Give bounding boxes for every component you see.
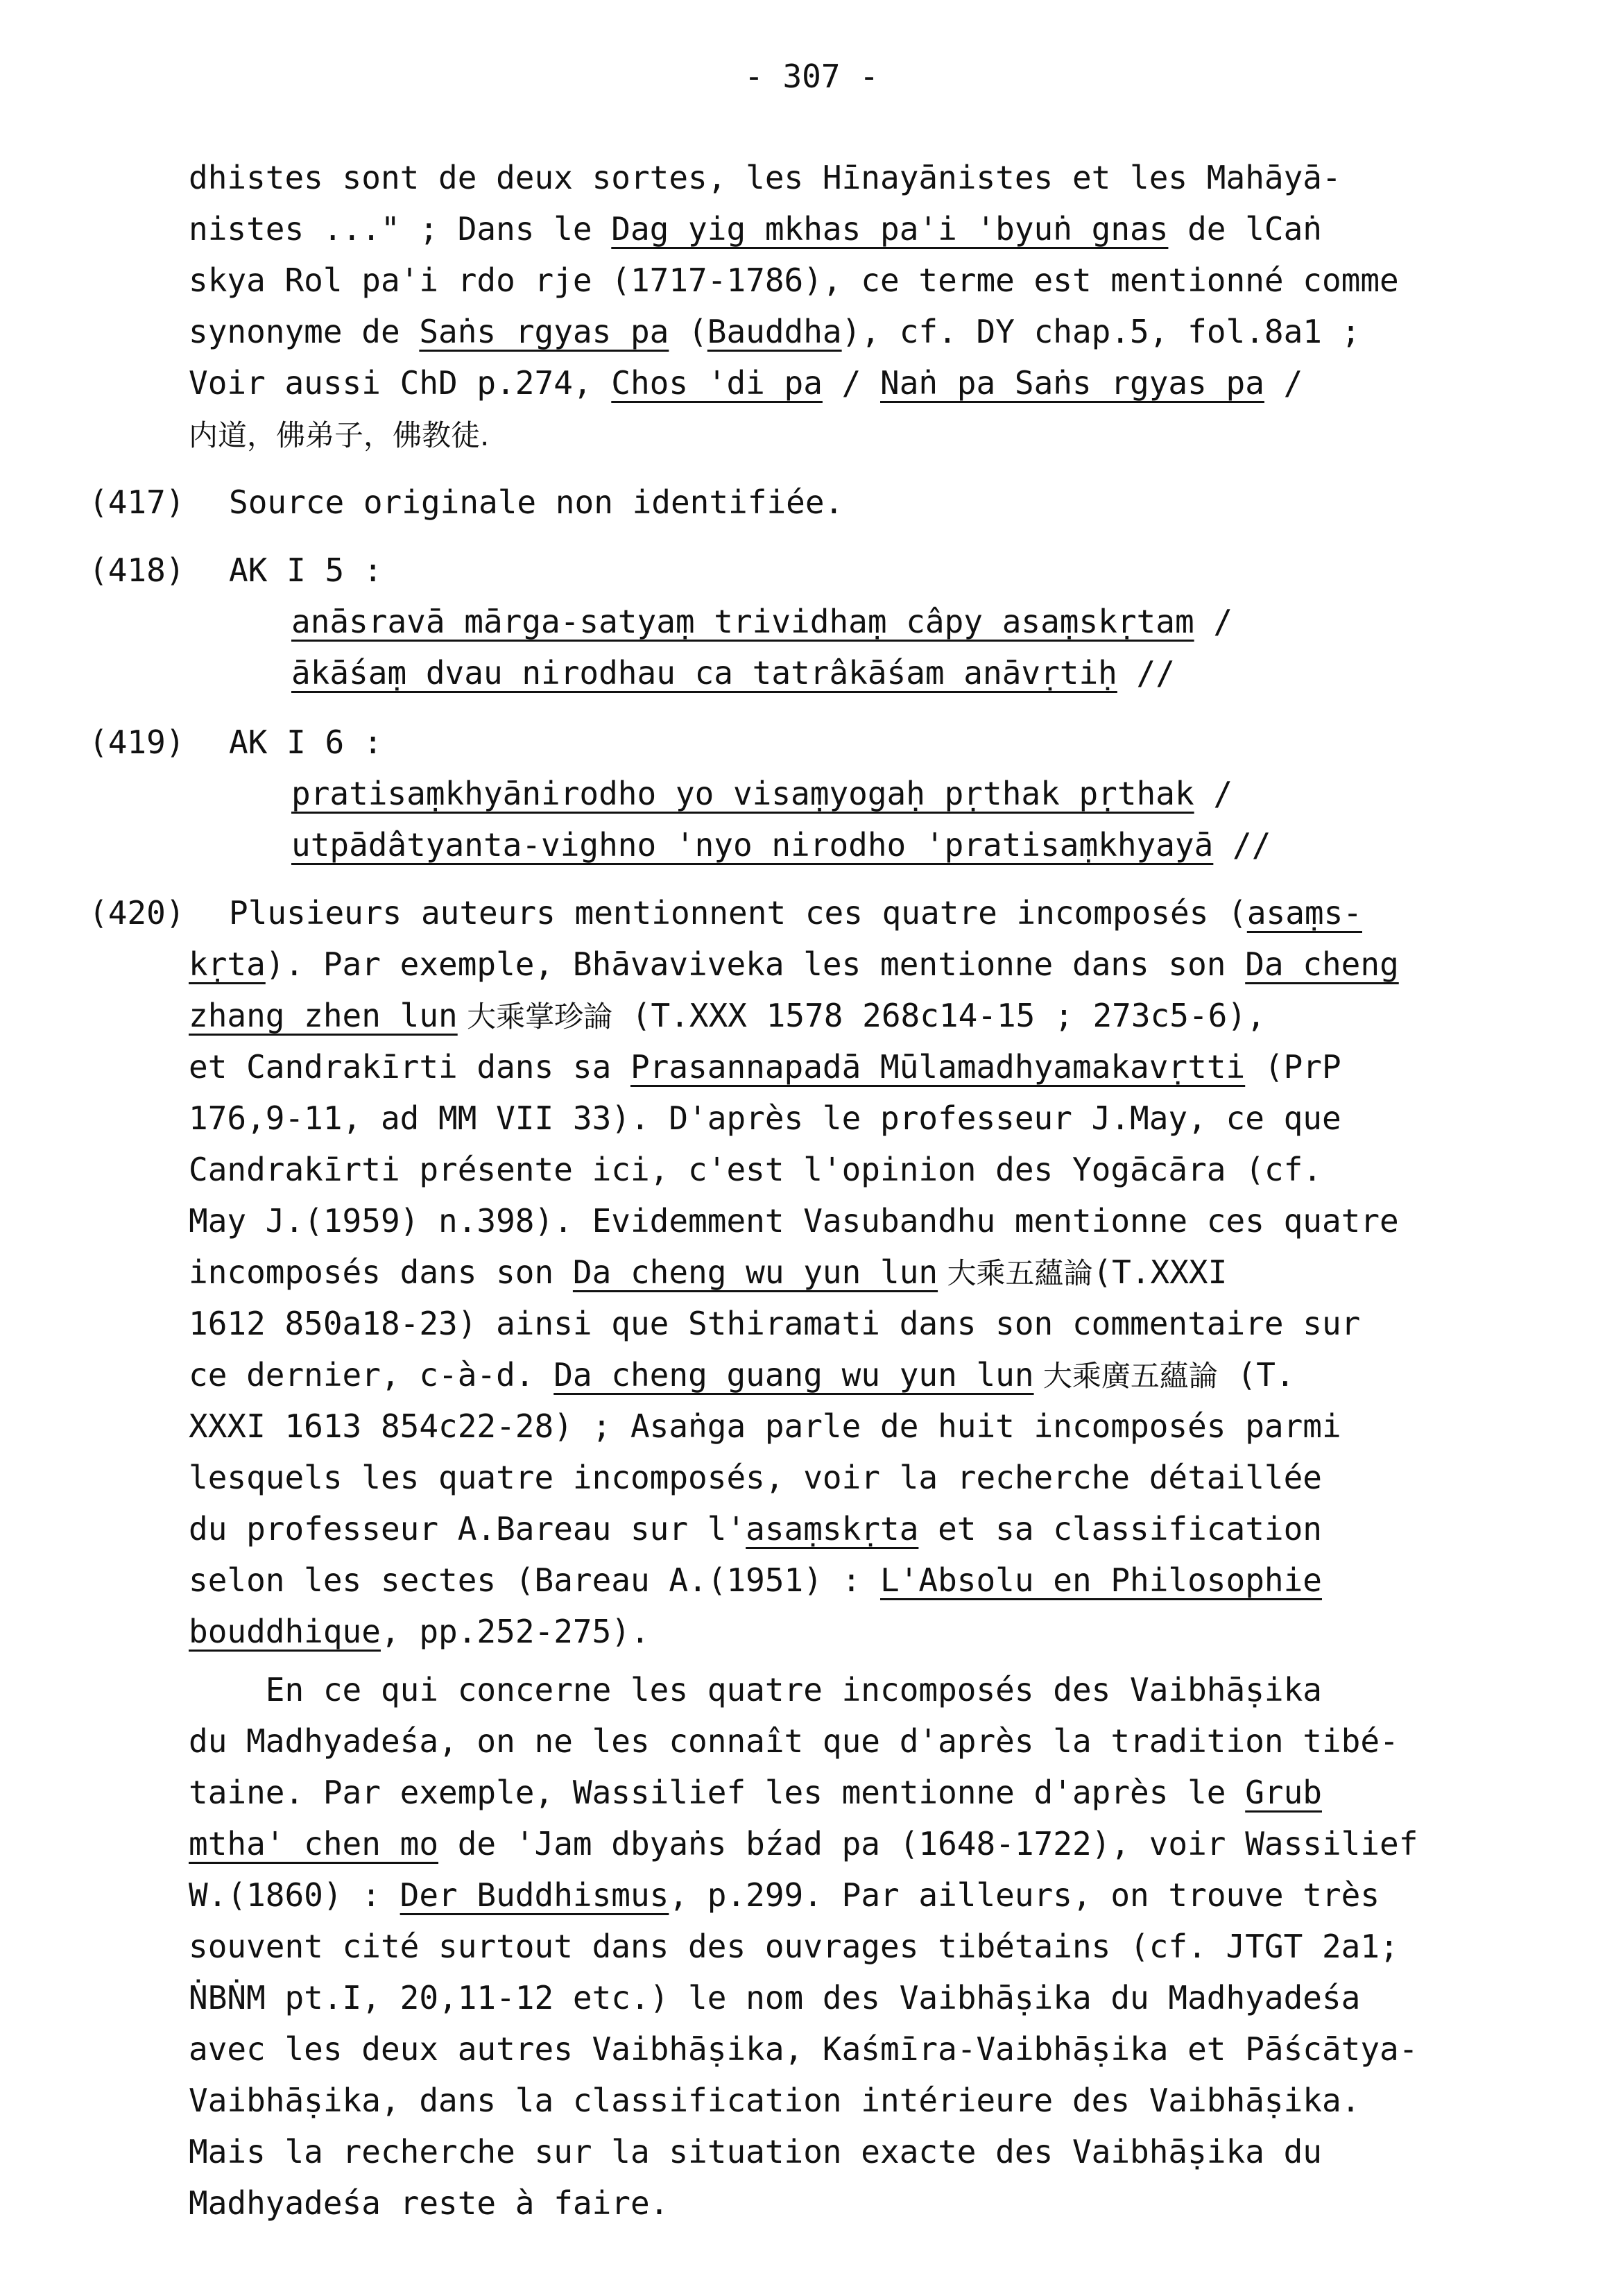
term-underlined: Naṅ pa Saṅs rgyas pa xyxy=(880,364,1264,402)
text-span: et sa classification xyxy=(918,1510,1322,1548)
term-underlined: Saṅs rgyas pa xyxy=(419,313,669,350)
term-underlined: asaṃskṛta xyxy=(746,1510,919,1548)
text-line xyxy=(189,1508,1322,1550)
text-span: synonyme de xyxy=(189,313,420,350)
note-number: (420) xyxy=(89,894,185,932)
text-line: souvent cité surtout dans des ouvrages tibétains (cf. JTGT 2a1; xyxy=(189,1928,1399,1965)
text-span: ( xyxy=(669,313,707,350)
verse-mark: / xyxy=(1194,775,1233,812)
text-span: (T.XXX 1578 268c14-15 ; 273c5-6), xyxy=(612,997,1266,1034)
text-line: En ce qui concerne les quatre incomposés des Vaibhāṣika xyxy=(189,1671,1322,1708)
term-underlined: kṛta xyxy=(189,945,266,983)
text-line xyxy=(189,1046,1341,1088)
title-underlined: Grub xyxy=(1245,1774,1322,1811)
title-underlined: Da cheng wu yun lun xyxy=(572,1253,938,1291)
text-line xyxy=(189,311,1360,352)
text-line xyxy=(189,208,1322,250)
note-number: (419) xyxy=(89,723,185,761)
sanskrit-verse: pratisaṃkhyānirodho yo visaṃyogaḥ pṛthak pṛthak xyxy=(291,775,1194,812)
text-span: de lCaṅ xyxy=(1168,210,1322,248)
text-line: lesquels les quatre incomposés, voir la recherche détaillée xyxy=(189,1459,1322,1496)
text-span: du professeur A.Bareau sur l' xyxy=(189,1510,746,1548)
text-line: Candrakīrti présente ici, c'est l'opinion des Yogācāra (cf. xyxy=(189,1151,1322,1188)
text-line: Madhyadeśa reste à faire. xyxy=(189,2184,669,2222)
title-underlined: Da cheng xyxy=(1245,945,1399,983)
note-reference: AK I 5 : xyxy=(229,551,383,589)
text-span: (T.XXXI xyxy=(1092,1253,1228,1291)
title-underlined: bouddhique xyxy=(189,1613,381,1650)
sanskrit-verse: anāsravā mārga-satyaṃ trividhaṃ câpy asaṃskṛtam xyxy=(291,603,1194,640)
text-span: incomposés dans son xyxy=(189,1253,573,1291)
text-span: nistes ..." ; Dans le xyxy=(189,210,612,248)
sanskrit-verse: ākāśaṃ dvau nirodhau ca tatrâkāśam anāvṛtiḥ xyxy=(291,654,1117,692)
text-line xyxy=(189,1772,1322,1813)
text-span: Plusieurs auteurs mentionnent ces quatre incomposés ( xyxy=(229,894,1247,932)
text-line xyxy=(229,892,1362,934)
text-line: XXXI 1613 854c22-28) ; Asaṅga parle de huit incomposés parmi xyxy=(189,1407,1341,1445)
text-line xyxy=(189,1354,1295,1397)
title-underlined: mtha' chen mo xyxy=(189,1825,439,1862)
text-line: 1612 850a18-23) ainsi que Sthiramati dans son commentaire sur xyxy=(189,1305,1361,1342)
text-line xyxy=(189,1823,1418,1865)
text-line xyxy=(189,1874,1380,1916)
title-underlined: Der Buddhismus xyxy=(400,1876,669,1914)
text-span: / xyxy=(1264,364,1303,402)
note-number: (418) xyxy=(89,551,185,589)
text-line xyxy=(189,362,1303,404)
text-span: taine. Par exemple, Wassilief les mentionne d'après le xyxy=(189,1774,1246,1811)
text-span: ), cf. DY chap.5, fol.8a1 ; xyxy=(841,313,1361,350)
sanskrit-verse: utpādâtyanta-vighno 'nyo nirodho 'pratisaṃkhyayā xyxy=(291,826,1214,864)
text-span: , pp.252-275). xyxy=(380,1613,650,1650)
text-span: et Candrakīrti dans sa xyxy=(189,1048,630,1086)
text-line: May J.(1959) n.398). Evidemment Vasubandhu mentionne ces quatre xyxy=(189,1202,1399,1240)
verse-mark: / xyxy=(1194,603,1233,640)
verse-line xyxy=(291,773,1233,814)
text-line: Vaibhāṣika, dans la classification intérieure des Vaibhāṣika. xyxy=(189,2082,1361,2119)
title-underlined: Da cheng guang wu yun lun xyxy=(553,1356,1034,1394)
text-line: 176,9-11, ad MM VII 33). D'après le professeur J.May, ce que xyxy=(189,1099,1341,1137)
term-underlined: Bauddha xyxy=(707,313,842,350)
verse-line xyxy=(291,601,1233,642)
text-line xyxy=(189,995,1266,1038)
chinese-title: 大乘五蘊論 xyxy=(938,1256,1093,1290)
chinese-terms: 内道，佛弟子，佛教徒. xyxy=(189,418,490,452)
text-line: Mais la recherche sur la situation exacte des Vaibhāṣika du xyxy=(189,2133,1322,2170)
chinese-title: 大乘廣五蘊論 xyxy=(1033,1359,1218,1393)
note-reference: AK I 6 : xyxy=(229,723,383,761)
text-line: avec les deux autres Vaibhāṣika, Kaśmīra-Vaibhāṣika et Pāścātya- xyxy=(189,2030,1418,2068)
text-span: / xyxy=(822,364,881,402)
page-number: - 307 - xyxy=(744,58,879,95)
note-text: Source originale non identifiée. xyxy=(229,483,844,521)
text-span: ). Par exemple, Bhāvaviveka les mentionne dans son xyxy=(265,945,1246,983)
text-line: ṄBṄM pt.I, 20,11-12 etc.) le nom des Vaibhāṣika du Madhyadeśa xyxy=(189,1979,1361,2016)
chinese-title: 大乘掌珍論 xyxy=(457,1000,613,1034)
text-span: ce dernier, c-à-d. xyxy=(189,1356,554,1394)
text-line xyxy=(189,1611,650,1652)
title-underlined: zhang zhen lun xyxy=(189,997,458,1034)
text-span: Voir aussi ChD p.274, xyxy=(189,364,612,402)
verse-mark: // xyxy=(1117,654,1175,692)
text-line xyxy=(189,1251,1227,1294)
text-span: (T. xyxy=(1217,1356,1295,1394)
verse-line xyxy=(291,652,1175,694)
note-number: (417) xyxy=(89,483,185,521)
text-line xyxy=(189,1559,1322,1601)
text-line: skya Rol pa'i rdo rje (1717-1786), ce terme est mentionné comme xyxy=(189,262,1399,299)
text-span: selon les sectes (Bareau A.(1951) : xyxy=(189,1561,880,1599)
text-line: dhistes sont de deux sortes, les Hīnayānistes et les Mahāyā- xyxy=(189,159,1341,196)
term-underlined: asaṃs- xyxy=(1246,894,1362,932)
verse-mark: // xyxy=(1213,826,1271,864)
title-underlined: L'Absolu en Philosophie xyxy=(880,1561,1322,1599)
term-underlined: Chos 'di pa xyxy=(611,364,823,402)
title-underlined: Dag yig mkhas pa'i 'byuṅ gnas xyxy=(611,210,1169,248)
text-line xyxy=(189,943,1399,985)
verse-line xyxy=(291,824,1271,866)
text-span: (PrP xyxy=(1245,1048,1341,1086)
text-span: de 'Jam dbyaṅs bźad pa (1648-1722), voir Wassilief xyxy=(438,1825,1418,1862)
text-span: , p.299. Par ailleurs, on trouve très xyxy=(669,1876,1380,1914)
text-span: W.(1860) : xyxy=(189,1876,400,1914)
title-underlined: Prasannapadā Mūlamadhyamakavṛtti xyxy=(630,1048,1246,1086)
text-line: du Madhyadeśa, on ne les connaît que d'après la tradition tibé- xyxy=(189,1722,1399,1760)
